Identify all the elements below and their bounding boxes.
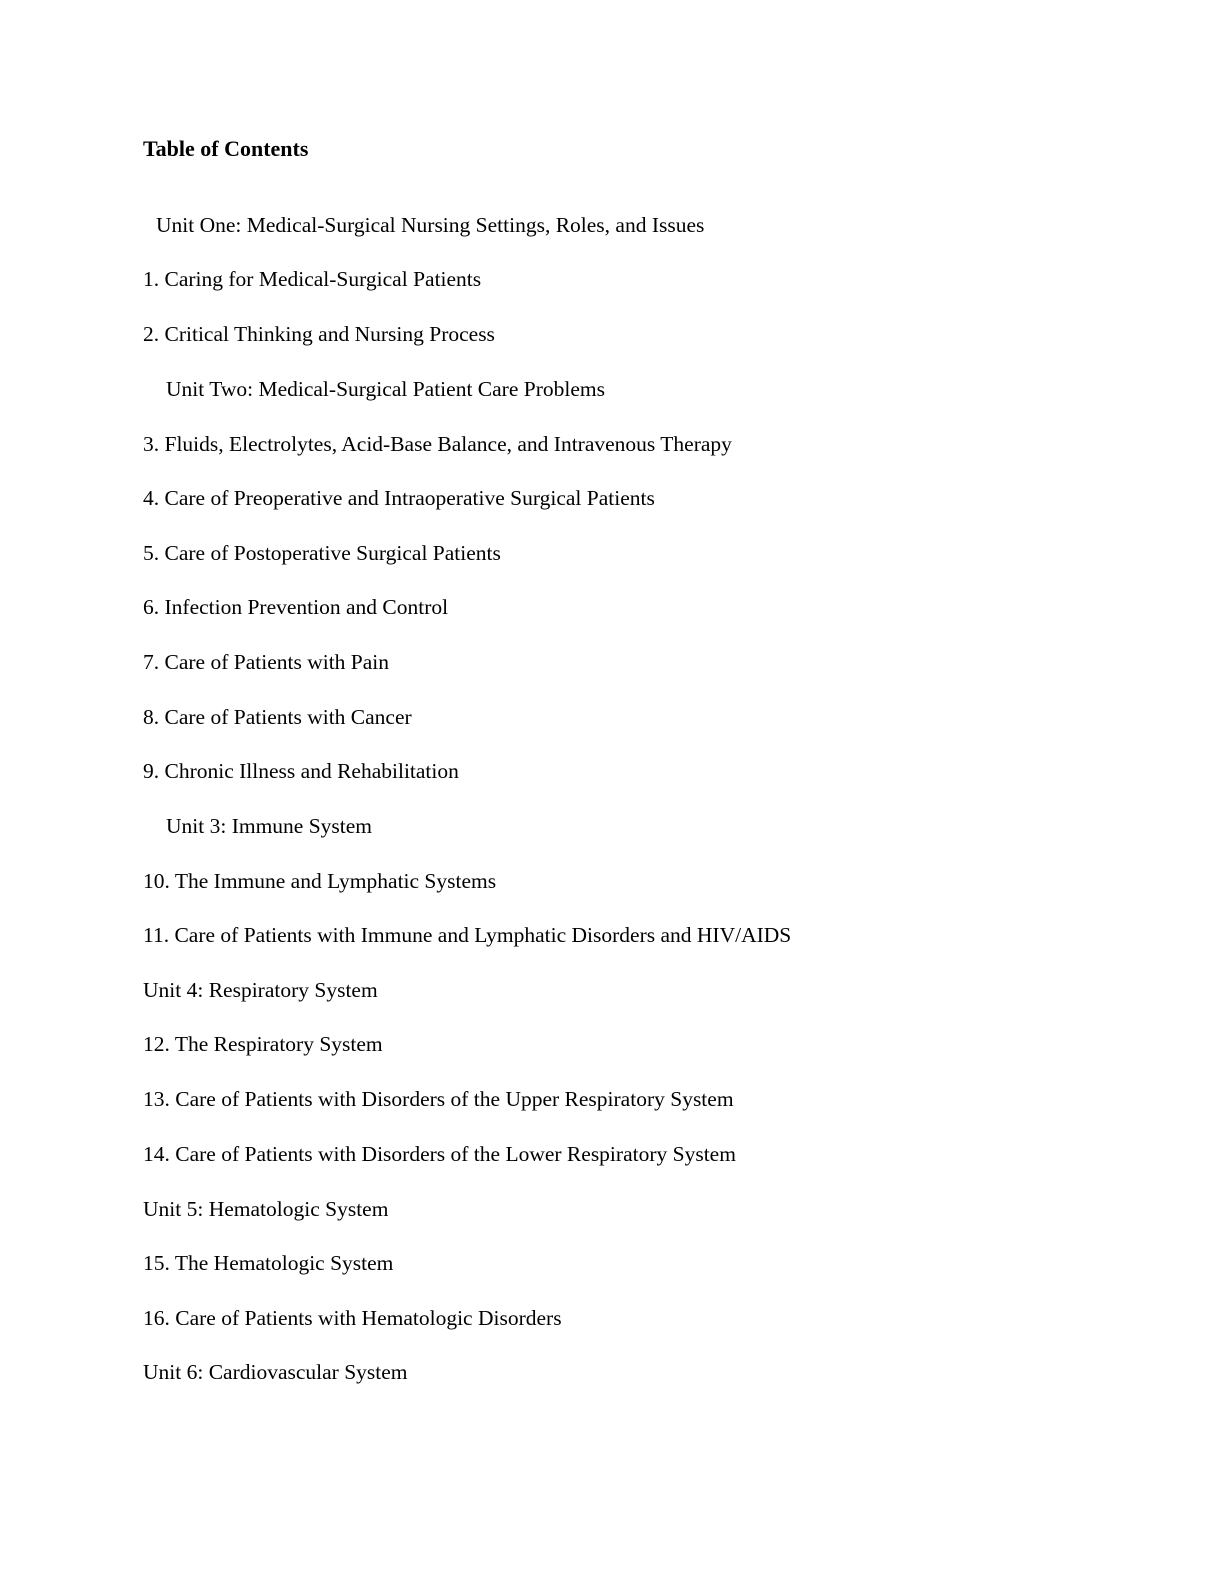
toc-chapter-entry: 15. The Hematologic System — [143, 1251, 394, 1275]
toc-chapter-entry: 9. Chronic Illness and Rehabilitation — [143, 759, 459, 783]
toc-chapter-entry: 4. Care of Preoperative and Intraoperative Surgical Patients — [143, 486, 655, 510]
toc-chapter-entry: 14. Care of Patients with Disorders of the Lower Respiratory System — [143, 1142, 736, 1166]
toc-unit-heading: Unit 3: Immune System — [166, 814, 373, 838]
toc-chapter-entry: 12. The Respiratory System — [143, 1032, 383, 1056]
toc-chapter-entry: 3. Fluids, Electrolytes, Acid-Base Balance, and Intravenous Therapy — [143, 432, 732, 456]
toc-unit-heading: Unit One: Medical-Surgical Nursing Settings, Roles, and Issues — [156, 213, 705, 237]
toc-chapter-entry: 2. Critical Thinking and Nursing Process — [143, 322, 495, 346]
toc-chapter-entry: 7. Care of Patients with Pain — [143, 650, 390, 674]
toc-unit-heading: Unit Two: Medical-Surgical Patient Care Problems — [166, 377, 605, 401]
page-title: Table of Contents — [143, 136, 309, 161]
toc-chapter-entry: 6. Infection Prevention and Control — [143, 595, 449, 619]
toc-chapter-entry: 1. Caring for Medical-Surgical Patients — [143, 267, 482, 291]
toc-chapter-entry: 16. Care of Patients with Hematologic Disorders — [143, 1306, 562, 1330]
toc-unit-heading: Unit 4: Respiratory System — [143, 978, 378, 1002]
toc-chapter-entry: 11. Care of Patients with Immune and Lymphatic Disorders and HIV/AIDS — [143, 923, 792, 947]
toc-chapter-entry: 8. Care of Patients with Cancer — [143, 705, 412, 729]
toc-unit-heading: Unit 5: Hematologic System — [143, 1197, 389, 1221]
toc-chapter-entry: 13. Care of Patients with Disorders of the Upper Respiratory System — [143, 1087, 734, 1111]
toc-unit-heading: Unit 6: Cardiovascular System — [143, 1360, 408, 1384]
toc-chapter-entry: 10. The Immune and Lymphatic Systems — [143, 869, 497, 893]
toc-chapter-entry: 5. Care of Postoperative Surgical Patients — [143, 541, 501, 565]
